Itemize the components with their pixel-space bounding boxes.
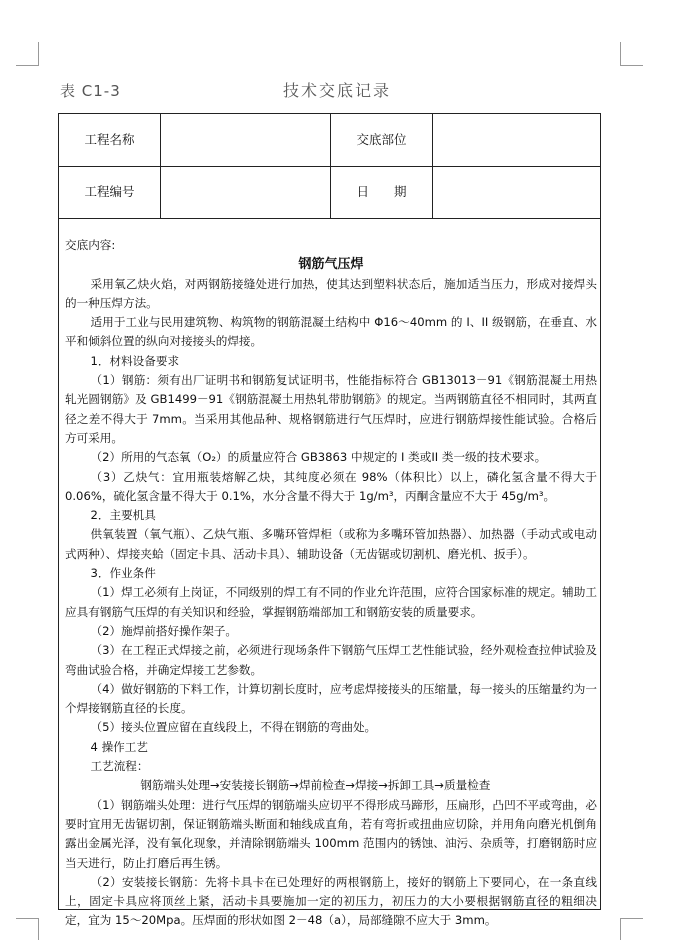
date-value[interactable]: [433, 167, 600, 218]
crop-mark-top-left-v: [38, 42, 39, 66]
crop-mark-bottom-right-v: [620, 918, 621, 940]
form-code: 表 C1-3: [60, 82, 121, 100]
content-heading: 钢筋气压焊: [298, 257, 364, 273]
project-no-label: 工程编号: [84, 184, 135, 199]
document-title: 技术交底记录: [282, 81, 391, 100]
date-label: 日 期: [356, 184, 407, 199]
crop-mark-bottom-right-h: [621, 918, 643, 919]
paragraph: （1）焊工必须有上岗证，不同级别的焊工有不同的作业允许范围，应符合国家标准的规定。辅助工应具有钢筋气压焊的有关知识和经验，掌握钢筋端部加工和钢筋安装的质量要求。: [65, 585, 597, 619]
paragraph: （2）所用的气态氧（O₂）的质量应符合 GB3863 中规定的 I 类或II 类一级的技术要求。: [90, 450, 547, 465]
section-heading: 1．材料设备要求: [90, 353, 180, 368]
paragraph: （4）做好钢筋的下料工作，计算切割长度时，应考虑焊接接头的压缩量，每一接头的压缩量约为一个焊接钢筋直径的长度。: [65, 681, 597, 716]
paragraph: 采用氧乙炔火焰，对两钢筋接缝处进行加热，使其达到塑料状态后，施加适当压力，形成对接焊头的一种压焊方法。: [65, 276, 597, 310]
crop-mark-top-right-h: [621, 65, 643, 66]
section-heading: 3．作业条件: [90, 566, 156, 581]
project-no-value[interactable]: [161, 167, 330, 218]
paragraph: （5）接头位置应留在直线段上，不得在钢筋的弯曲处。: [90, 720, 377, 735]
paragraph: （2）施焊前搭好操作架子。: [90, 623, 238, 638]
process-flow: 钢筋端头处理→安装接长钢筋→焊前检查→焊接→拆卸工具→质量检查: [140, 778, 491, 793]
crop-mark-top-left-h: [16, 65, 38, 66]
paragraph: 适用于工业与民用建筑物、构筑物的钢筋混凝土结构中 Φ16～40mm 的 I、II 级钢筋，在垂直、水平和倾斜位置的纵向对接接头的焊接。: [65, 315, 597, 349]
disclosure-part-label: 交底部位: [356, 132, 407, 147]
project-name-label: 工程名称: [84, 132, 135, 147]
section-heading: 4 操作工艺: [90, 739, 148, 754]
section-heading: 2．主要机具: [90, 508, 156, 523]
disclosure-part-value[interactable]: [433, 114, 600, 166]
paragraph: （1）钢筋：须有出厂证明书和钢筋复试证明书，性能指标符合 GB13013－91《钢筋混凝土用热轧光圆钢筋》及 GB1499－91《钢筋混凝土用热轧带肋钢筋》的规定。当两钢筋直径不相同时，其两直径之差不得大于 7mm。当采用其他品种、规格钢筋进行气压焊时，应进行钢筋焊接性能试验。合格后方可采用。: [65, 373, 597, 445]
crop-mark-bottom-left-h: [16, 918, 38, 919]
disclosure-content: [65, 236, 597, 931]
content-label: 交底内容:: [65, 238, 116, 252]
project-name-value[interactable]: [161, 114, 330, 166]
paragraph: 供氧装置（氧气瓶）、乙炔气瓶、多嘴环管焊柜（或称为多嘴环管加热器）、加热器（手动式或电动式两种）、焊接夹蛤（固定卡具、活动卡具）、辅助设备（无齿锯或切割机、磨光机、扳手）。: [65, 527, 597, 561]
record-table: [58, 113, 601, 928]
table-divider: [59, 218, 600, 219]
process-label: 工艺流程：: [90, 759, 149, 774]
crop-mark-bottom-left-v: [38, 918, 39, 940]
paragraph: （1）钢筋端头处理：进行气压焊的钢筋端头应切平不得形成马蹄形，压扁形，凸凹不平或弯曲，必要时宜用无齿锯切割，保证钢筋端头断面和轴线成直角，若有弯折或扭曲应切除，并用角向磨光机倒角露出金属光泽，没有氧化现象，并清除钢筋端头 100mm 范围内的锈蚀、油污、杂质等，打磨钢筋时应当天进行，防止打磨后再生锈。: [65, 797, 597, 870]
crop-mark-top-right-v: [620, 42, 621, 66]
paragraph: （3）在工程正式焊接之前，必须进行现场条件下钢筋气压焊工艺性能试验，经外观检查拉伸试验及弯曲试验合格，并确定焊接工艺参数。: [65, 643, 597, 677]
paragraph: （2）安装接长钢筋：先将卡具卡在已处理好的两根钢筋上，接好的钢筋上下要同心，在一条直线上，固定卡具应将顶丝上紧，活动卡具要施加一定的初压力，初压力的大小要根据钢筋直径的粗细决定，宜为 15～20Mpa。压焊面的形状如图 2－48（a），局部缝隙不应大于 3mm。: [65, 874, 597, 928]
paragraph: （3）乙炔气：宜用瓶装熔解乙炔，其纯度必须在 98%（体积比）以上，磷化氢含量不得大于 0.06%，硫化氢含量不得大于 0.1%，水分含量不得大于 1g/m³，丙酮含量应不大于 45g/m³。: [65, 469, 597, 503]
